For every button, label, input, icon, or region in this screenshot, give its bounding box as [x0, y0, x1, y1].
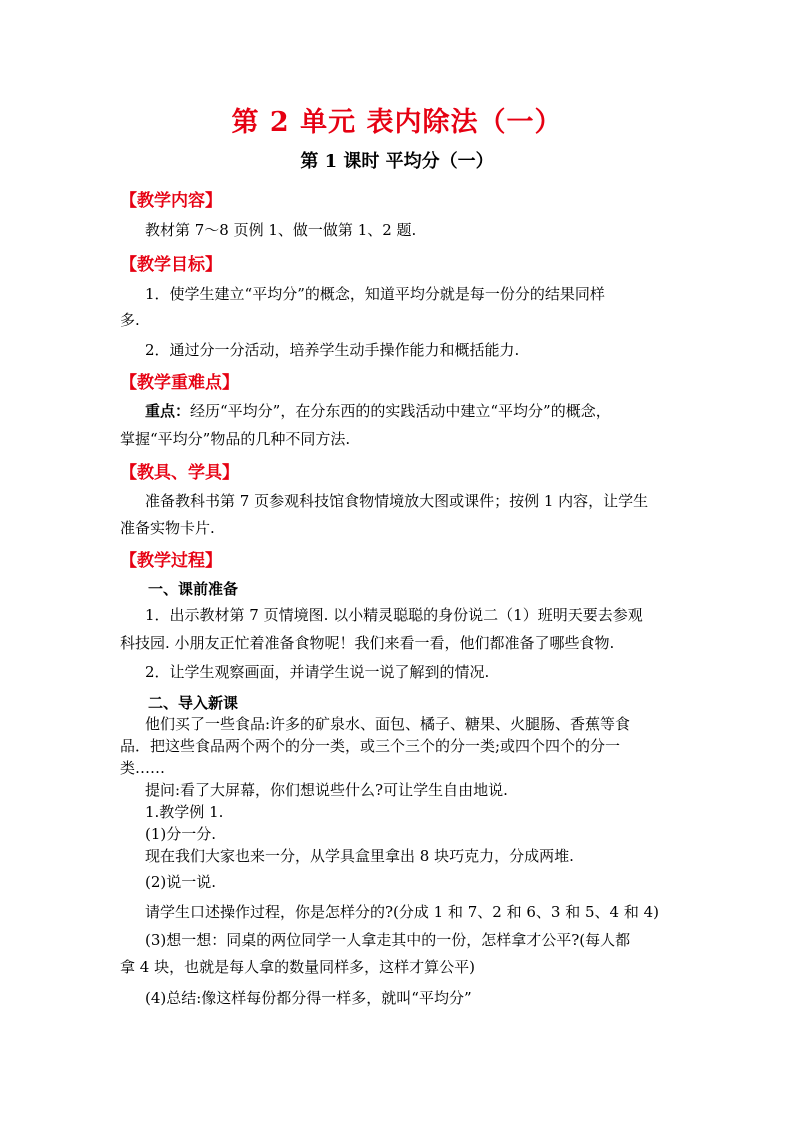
tools-line: 准备实物卡片. — [120, 519, 215, 537]
content-line: 教材第 7～8 页例 1、做一做第 1、2 题. — [145, 221, 417, 239]
process-line: 1．出示教材第 7 页情境图. 以小精灵聪聪的身份说二（1）班明天要去参观 — [145, 606, 643, 624]
process-line: 1.教学例 1. — [145, 803, 224, 821]
subheading-preparation: 一、课前准备 — [148, 580, 239, 598]
goal-line: 1．使学生建立“平均分”的概念，知道平均分就是每一份分的结果同样 — [145, 285, 605, 303]
heading-tools: 【教具、学具】 — [120, 463, 239, 483]
heading-teaching-goals: 【教学目标】 — [120, 255, 222, 275]
lesson-subtitle: 第 1 课时 平均分（一） — [300, 151, 494, 172]
heading-key-points: 【教学重难点】 — [120, 373, 239, 393]
subheading-introduction: 二、导入新课 — [148, 694, 239, 712]
process-line: (2)说一说. — [145, 873, 217, 891]
key-line — [145, 400, 611, 422]
key-lead-label: 重点： — [145, 402, 191, 420]
process-line: 拿 4 块，也就是每人拿的数量同样多，这样才算公平) — [120, 958, 475, 976]
process-line: 2．让学生观察画面，并请学生说一说了解到的情况. — [145, 663, 490, 681]
process-line: 请学生口述操作过程，你是怎样分的?(分成 1 和 7、2 和 6、3 和 5、4 和 4) — [145, 903, 660, 921]
heading-teaching-process: 【教学过程】 — [120, 551, 222, 571]
process-line: 品．把这些食品两个两个的分一类，或三个三个的分一类;或四个四个的分一 — [120, 737, 621, 755]
page-title: 第 2 单元 表内除法（一） — [231, 107, 563, 138]
goal-line: 多. — [120, 311, 140, 329]
key-line: 掌握“平均分”物品的几种不同方法. — [120, 430, 351, 448]
process-line: 科技园. 小朋友正忙着准备食物呢！我们来看一看，他们都准备了哪些食物. — [120, 634, 615, 652]
goal-line: 2．通过分一分活动，培养学生动手操作能力和概括能力. — [145, 341, 520, 359]
process-line: 现在我们大家也来一分，从学具盒里拿出 8 块巧克力，分成两堆. — [145, 847, 574, 865]
heading-teaching-content: 【教学内容】 — [120, 191, 222, 211]
tools-line: 准备教科书第 7 页参观科技馆食物情境放大图或课件；按例 1 内容，让学生 — [145, 492, 649, 510]
process-line: 提问:看了大屏幕，你们想说些什么?可让学生自由地说. — [145, 781, 508, 799]
process-line: 类…… — [120, 759, 166, 777]
process-line: (1)分一分. — [145, 825, 217, 843]
process-line: 他们买了一些食品:许多的矿泉水、面包、橘子、糖果、火腿肠、香蕉等食 — [145, 715, 631, 733]
process-line: (3)想一想：同桌的两位同学一人拿走其中的一份，怎样拿才公平?(每人都 — [145, 931, 631, 949]
process-line: (4)总结:像这样每份都分得一样多，就叫“平均分” — [145, 989, 472, 1007]
key-line-text: 经历“平均分”，在分东西的的实践活动中建立“平均分”的概念， — [190, 402, 611, 420]
